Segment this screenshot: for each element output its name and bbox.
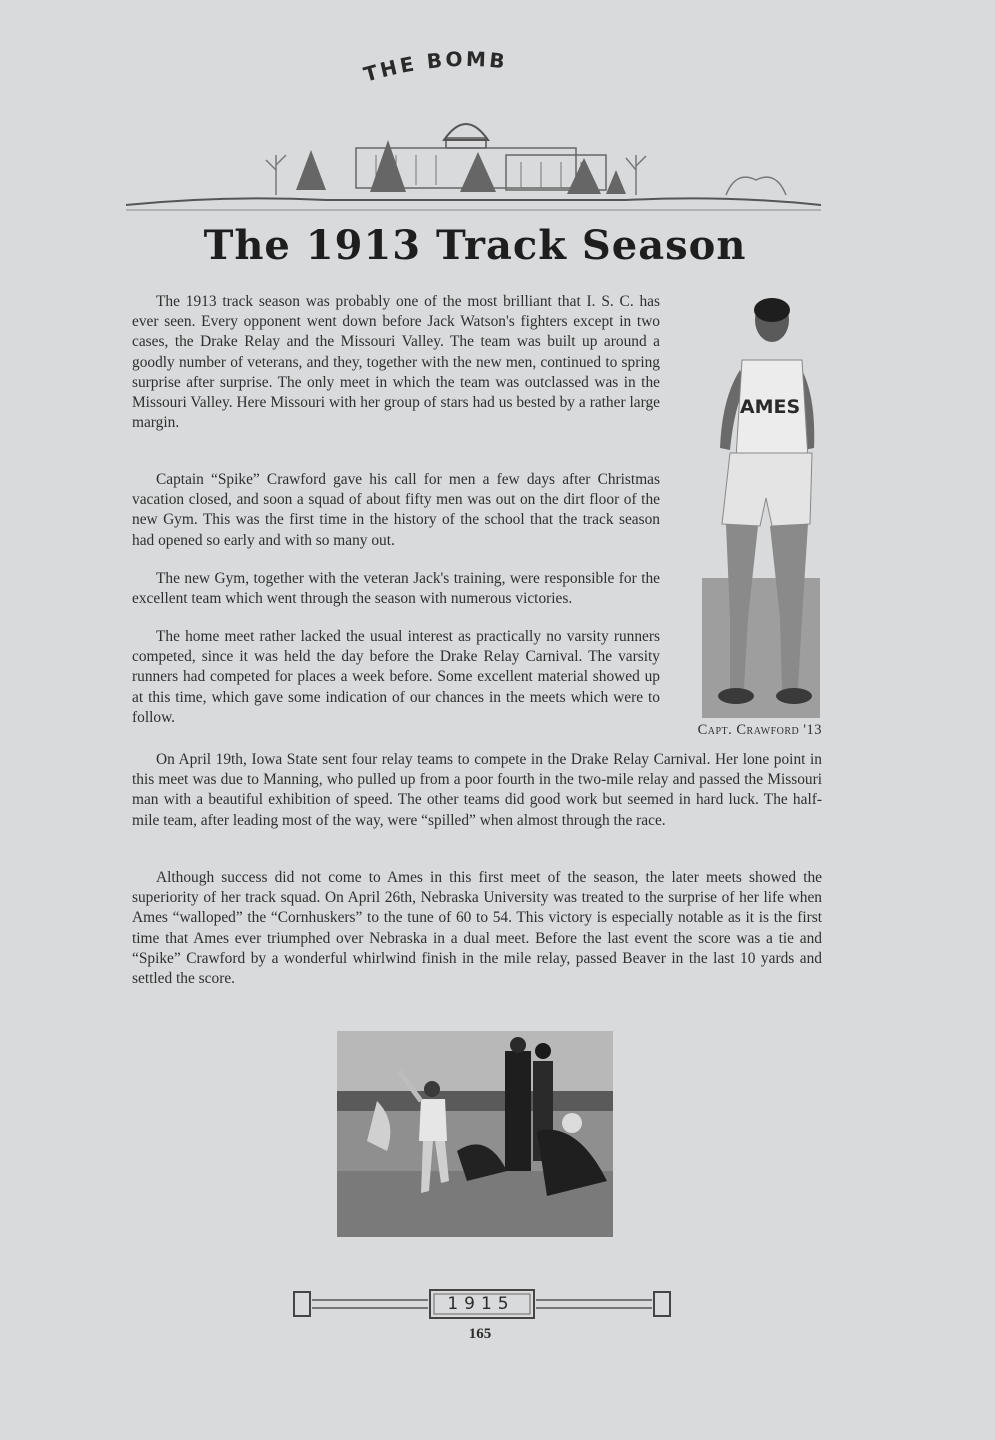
jersey-lettering: AMES xyxy=(739,396,801,418)
article-title: The 1913 Track Season xyxy=(203,222,747,269)
campus-skyline-illustration xyxy=(126,100,821,240)
footer-year: 1915 xyxy=(447,1294,515,1314)
captain-photo xyxy=(700,288,822,720)
paragraph-4: The home meet rather lacked the usual interest as practically no varsity runners competed, since it was held the day before the Drake Relay Carnival. The varsity runners had competed for places a week before. Some excellent material showed up at this time, which gave some indication of our chances in the meets which were to follow. xyxy=(132,628,660,726)
running-title: THE BOMB xyxy=(360,46,509,87)
paragraph-3: The new Gym, together with the veteran Jack's training, were responsible for the excellent team which went through the season with numerous victories. xyxy=(132,570,660,608)
relay-race-photo xyxy=(337,1031,613,1237)
paragraph-5: On April 19th, Iowa State sent four relay teams to compete in the Drake Relay Carnival. Her lone point in this meet was due to Manning, who pulled up from a poor fourth in the two-mile relay and passed the Missouri man with a beautiful exhibition of speed. The other teams did good work but seemed in hard luck. The half-mile team, after leading most of the way, were “spilled” when almost through the race. xyxy=(132,751,822,829)
paragraph-1: The 1913 track season was probably one of the most brilliant that I. S. C. has ever seen. Every opponent went down before Jack Watson's fighters except in two cases, the Drake Relay and the Missouri Valley. The team was built up around a goodly number of veterans, and they, together with the new men, continued to spring surprise after surprise. The only meet in which the team was outclassed was in the Missouri Valley. Here Missouri with her group of stars had us bested by a rather large margin. xyxy=(132,293,660,432)
paragraph-6: Although success did not come to Ames in this first meet of the season, the later meets showed the superiority of her track squad. On April 26th, Nebraska University was treated to the surprise of her life when Ames “walloped” the “Cornhuskers” to the tune of 60 to 54. This victory is especially notable as it is the first time that Ames ever triumphed over Nebraska in a dual meet. Before the last event the score was a tie and “Spike” Crawford by a wonderful whirlwind finish in the mile relay, passed Beaver in the last 10 yards and settled the score. xyxy=(132,869,822,988)
paragraph-2: Captain “Spike” Crawford gave his call for men a few days after Christmas vacation closed, and soon a squad of about fifty men was out on the dirt floor of the new Gym. This was the first time in the history of the school that the track season had opened so early and with so many out. xyxy=(132,471,660,549)
page-number: 165 xyxy=(468,1326,492,1342)
captain-caption: Capt. Crawford '13 xyxy=(697,722,822,738)
header-banner xyxy=(126,40,821,205)
